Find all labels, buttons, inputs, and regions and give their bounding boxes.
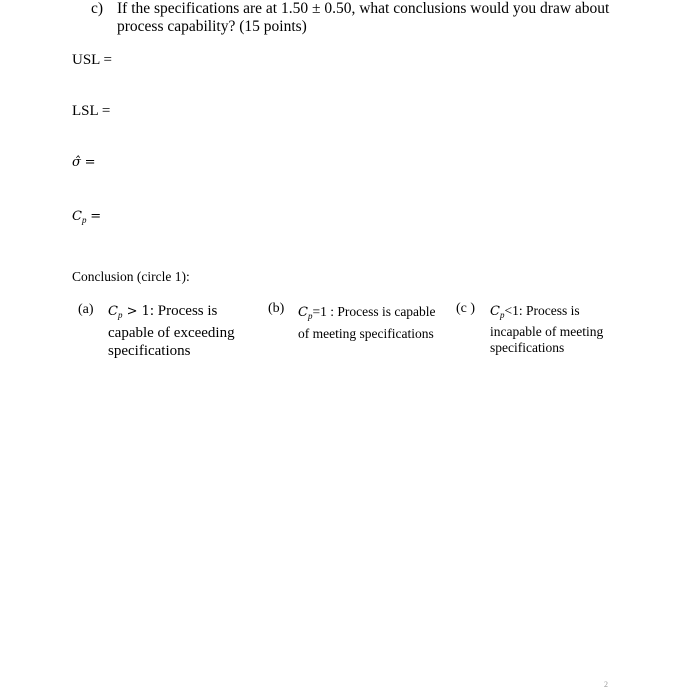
option-b-rest: of meeting specifications (298, 326, 434, 341)
option-c-relation: <1 (504, 303, 519, 318)
sigma-equals: = (84, 155, 96, 170)
option-b-relation: =1 (312, 304, 327, 319)
option-a-label[interactable]: (a) (78, 302, 94, 317)
option-c-subscript: p (499, 310, 505, 320)
sigma-field (72, 154, 96, 171)
question-text: If the specifications are at 1.50 ± 0.50, what conclusions would you draw about process capability? (15 points) (117, 0, 610, 35)
option-b-subscript: p (307, 311, 313, 321)
cp-equals: = (90, 209, 102, 224)
usl-field: USL = (72, 52, 112, 68)
option-a-subscript: p (117, 310, 123, 320)
cp-symbol: C (72, 209, 82, 224)
page-number: 2 (604, 680, 608, 689)
option-c-first: : Process is (518, 303, 580, 318)
option-a-rest: capable of exceeding specifications (108, 325, 235, 359)
option-b-first: : Process is capable (326, 304, 436, 319)
option-c-rest: incapable of meeting specifications (490, 323, 604, 355)
conclusion-prompt: Conclusion (circle 1): (72, 269, 190, 284)
option-a-relation: > 1 (122, 304, 150, 319)
question-label: c) (91, 0, 104, 17)
cp-subscript: p (81, 215, 87, 225)
option-a-text[interactable] (108, 302, 258, 360)
option-c-label[interactable]: (c ) (456, 301, 476, 316)
option-a-symbol: C (108, 304, 118, 319)
sigma-symbol: σ̂ (72, 155, 81, 170)
option-b-symbol: C (298, 305, 308, 320)
option-b-text[interactable] (298, 303, 448, 342)
option-c-text[interactable] (490, 303, 620, 357)
option-b-label[interactable]: (b) (268, 301, 285, 316)
lsl-field: LSL = (72, 103, 111, 119)
cp-field (72, 208, 101, 225)
option-c-symbol: C (490, 304, 500, 319)
option-a-first: : Process is (149, 303, 218, 319)
